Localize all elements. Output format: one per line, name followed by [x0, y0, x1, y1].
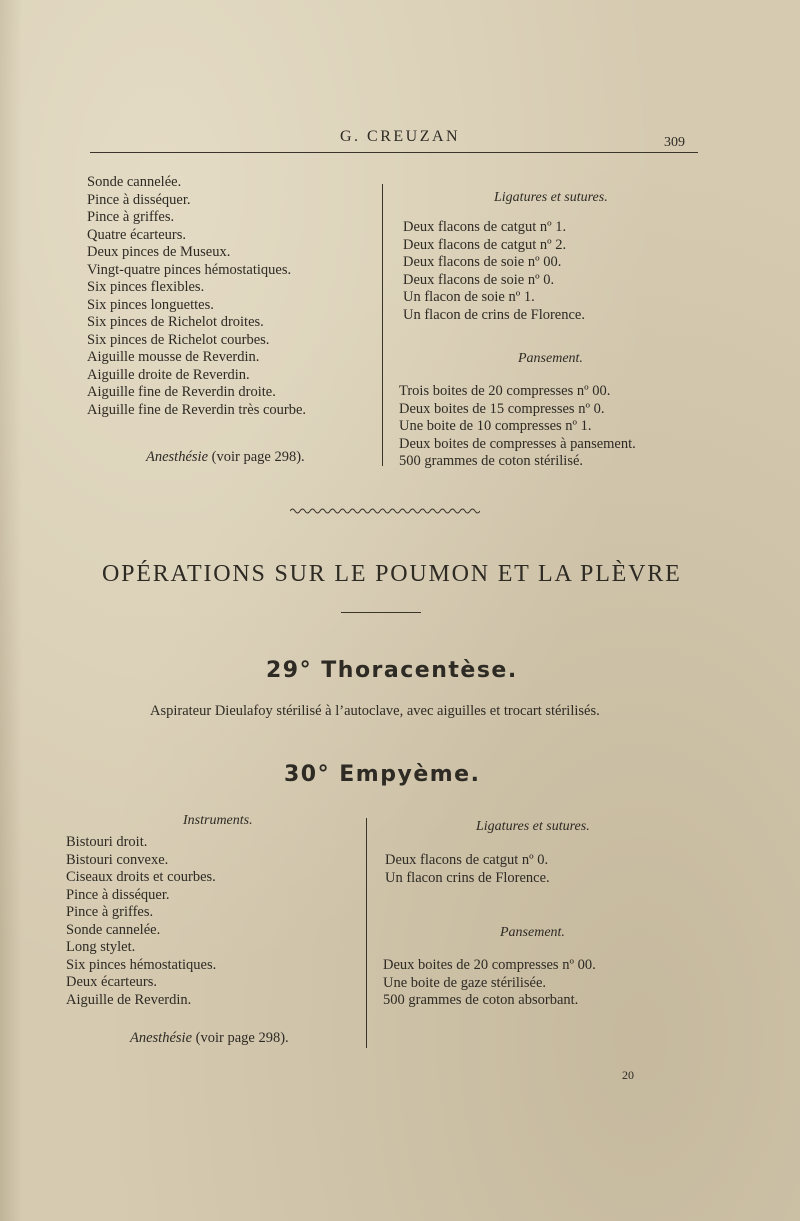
running-header-author: G. CREUZAN	[340, 128, 461, 145]
list-item: Un flacon crins de Florence.	[385, 869, 550, 886]
list-item: Deux flacons de soie nº 0.	[403, 271, 555, 288]
list-item: Aiguille fine de Reverdin droite.	[87, 384, 276, 400]
list-item: Trois boites de 20 compresses nº 00.	[399, 383, 611, 399]
anesthesia-label: Anesthésie	[130, 1030, 193, 1046]
section-title: OPÉRATIONS SUR LE POUMON ET LA PLÈVRE	[102, 561, 682, 587]
list-item: Un flacon de soie nº 1.	[403, 289, 535, 305]
column-divider	[382, 184, 383, 466]
op30-pansement-heading: Pansement.	[500, 925, 565, 940]
list-item: Deux boites de 15 compresses nº 0.	[399, 400, 605, 417]
list-item: Six pinces flexibles.	[87, 279, 205, 295]
list-item: Pince à griffes.	[66, 904, 154, 920]
list-item: Deux flacons de catgut nº 2.	[403, 236, 567, 253]
op30-ligatures-heading: Ligatures et sutures.	[476, 819, 590, 834]
list-item: Ciseaux droits et courbes.	[66, 869, 216, 885]
list-item: Bistouri droit.	[66, 834, 148, 850]
list-item: Aiguille droite de Reverdin.	[87, 366, 250, 383]
op30-instruments-list	[66, 834, 216, 1009]
operation-29-title: 29° Thoracentèse.	[266, 658, 518, 683]
list-item: Pince à disséquer.	[87, 191, 191, 208]
list-item: Pince à griffes.	[87, 209, 175, 225]
list-item: Aiguille mousse de Reverdin.	[87, 349, 260, 365]
list-item: Deux flacons de catgut nº 1.	[403, 219, 567, 235]
list-item: Six pinces de Richelot droites.	[87, 314, 264, 330]
list-item: Aiguille fine de Reverdin très courbe.	[87, 401, 307, 418]
prev-anesthesia-note	[146, 449, 305, 466]
list-item: Une boite de gaze stérilisée.	[383, 974, 547, 991]
list-item: 500 grammes de coton stérilisé.	[399, 453, 584, 469]
list-item: Une boite de 10 compresses nº 1.	[399, 418, 592, 434]
list-item: Six pinces hémostatiques.	[66, 956, 217, 973]
op30-anesthesia-note	[130, 1030, 289, 1047]
page-number: 309	[664, 135, 685, 150]
op30-pansement-list	[383, 957, 596, 1010]
anesthesia-ref: (voir page 298).	[211, 449, 305, 465]
wavy-ornament	[290, 507, 480, 515]
list-item: Deux flacons de catgut nº 0.	[385, 852, 549, 868]
list-item: Bistouri convexe.	[66, 851, 169, 868]
op30-instruments-heading: Instruments.	[183, 813, 253, 828]
prev-ligatures-list	[403, 219, 585, 324]
list-item: Deux écarteurs.	[66, 974, 157, 990]
operation-30-title: 30° Empyème.	[284, 762, 481, 787]
list-item: Six pinces de Richelot courbes.	[87, 331, 270, 348]
column-divider	[366, 818, 367, 1048]
list-item: Long stylet.	[66, 939, 136, 955]
op30-ligatures-list	[385, 852, 550, 887]
anesthesia-label: Anesthésie	[146, 449, 209, 465]
list-item: Sonde cannelée.	[66, 921, 161, 938]
list-item: Sonde cannelée.	[87, 174, 182, 190]
list-item: Quatre écarteurs.	[87, 226, 187, 243]
prev-ligatures-heading: Ligatures et sutures.	[494, 190, 608, 205]
section-rule	[341, 612, 421, 613]
header-rule	[90, 152, 698, 153]
operation-29-description: Aspirateur Dieulafoy stérilisé à l’autoclave, avec aiguilles et trocart stérilisés.	[150, 703, 600, 719]
list-item: Pince à disséquer.	[66, 886, 170, 903]
list-item: Deux flacons de soie nº 00.	[403, 254, 562, 270]
list-item: 500 grammes de coton absorbant.	[383, 992, 579, 1008]
prev-instruments-list	[87, 174, 306, 419]
list-item: Deux pinces de Museux.	[87, 244, 231, 260]
anesthesia-ref: (voir page 298).	[195, 1030, 289, 1046]
list-item: Un flacon de crins de Florence.	[403, 306, 585, 323]
signature-folio: 20	[622, 1068, 634, 1082]
list-item: Six pinces longuettes.	[87, 296, 214, 313]
list-item: Vingt-quatre pinces hémostatiques.	[87, 261, 292, 278]
list-item: Deux boites de compresses à pansement.	[399, 435, 636, 452]
list-item: Aiguille de Reverdin.	[66, 991, 192, 1008]
prev-pansement-list	[399, 383, 636, 471]
list-item: Deux boites de 20 compresses nº 00.	[383, 957, 596, 973]
prev-pansement-heading: Pansement.	[518, 351, 583, 366]
